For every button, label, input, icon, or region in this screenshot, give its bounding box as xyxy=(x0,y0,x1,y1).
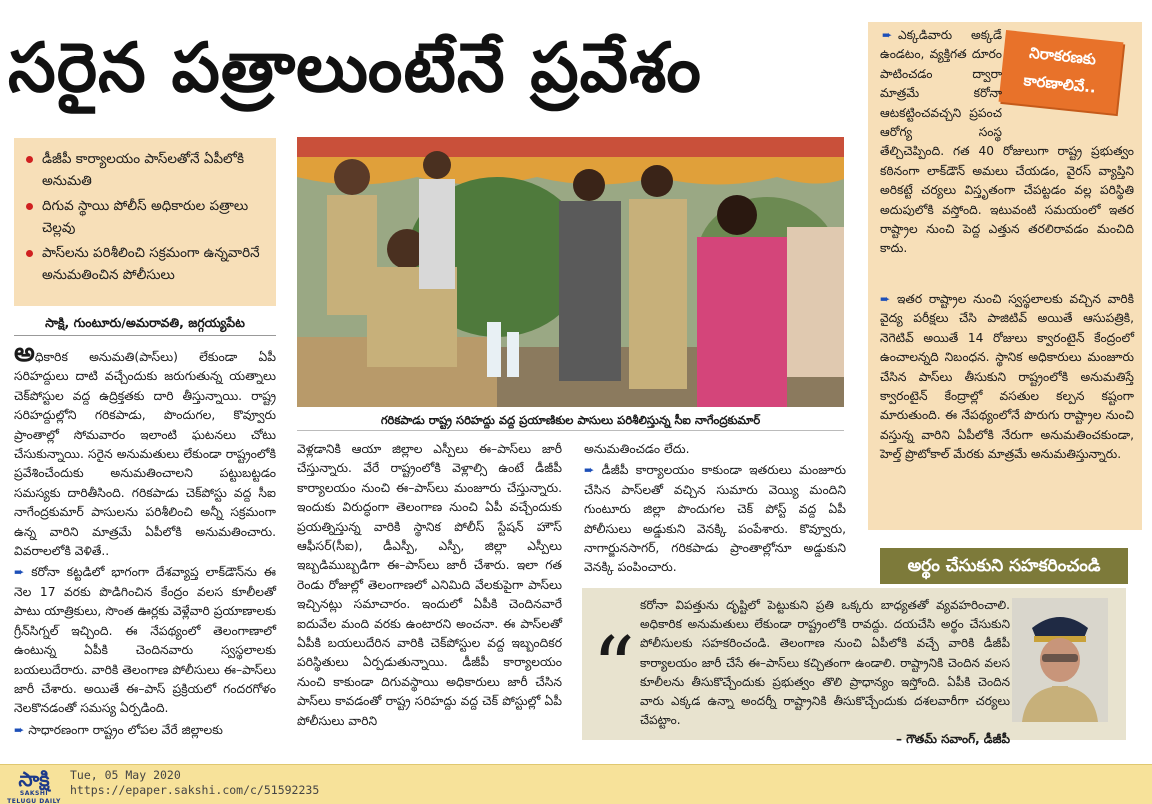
edition-date: Tue, 05 May 2020 xyxy=(70,768,181,782)
officer-portrait-illustration xyxy=(1012,598,1108,722)
quote-mark-icon: “ xyxy=(592,619,635,717)
paragraph: ఎక్కడివారు అక్కడే ఉండటం, వ్యక్తిగత దూరం పాటించడం ద్వారా మాత్రమే కరోనా ఆటకట్టించవచ్చని ప్రపంచ ఆరోగ్య సంస్థ తేల్చిచెప్పింది. గత 40 రోజులుగా రాష్ట్ర ప్రభుత్వం కఠినంగా లాక్‌డౌన్‌ అమలు చేయడం, వైరస్‌ వ్యాప్తిని అరికట్టే చర్యలు విస్తృతంగా చేపట్టడం వల్ల పరిస్థితి అదుపులోకి వస్తోంది. ఇటువంటి సమయంలో ఇతర రాష్ట్రాల నుంచి పెద్ద ఎత్తున తరలిరావడం మంచిది కాదు. xyxy=(880,28,1134,256)
article-column-2 xyxy=(297,440,562,733)
paragraph: ఇతర రాష్ట్రాల నుంచి స్వస్థలాలకు వచ్చిన వారికి వైద్య పరీక్షలు చేసి పాజిటివ్‌ అయితే ఆసుపత్రికి, నెగెటివ్‌ అయితే 14 రోజులు క్వారంటైన్‌ కేంద్రంలో ఉంచాలన్నది నిబంధన. స్థానిక అధికారులు మంజూరు చేసిన పాస్‌లు తీసుకుని రాష్ట్రంలోకి అనుమతిస్తే క్వారంటైన్‌ కేంద్రాల్లో వసతుల కల్పన కష్టంగా మారుతుంది. ఈ నేపథ్యంలోనే పొరుగు రాష్ట్రాల నుంచి వస్తున్న వారిని ఏపీలోకి నేరుగా అనుమతించకుండా, హెల్త్‌ ప్రొటోకాల్‌ మేరకు మాత్రమే అనుమతిస్తున్నారు. xyxy=(880,292,1135,462)
logo-text: సాక్షి xyxy=(18,767,50,791)
article-column-1 xyxy=(14,338,276,742)
epaper-link[interactable]: https://epaper.sakshi.com/c/51592235 xyxy=(70,783,320,797)
article-column-3 xyxy=(584,440,846,580)
arrow-bullet-icon: ➨ xyxy=(14,565,25,580)
footer-meta xyxy=(70,768,319,798)
photo-caption: గరికపాడు రాష్ట్ర సరిహద్దు వద్ద ప్రయాణికుల పాసులు పరిశీలిస్తున్న సీఐ నాగేంద్రకుమార్‌ xyxy=(297,409,844,431)
paragraph: కరోనా కట్టడిలో భాగంగా దేశవ్యాప్త లాక్‌డౌన్‌ను ఈ నెల 17 వరకు పొడిగించిన కేంద్రం వలస కూలీలతో పాటు యాత్రికులు, సొంత ఊర్లకు వెళ్లేవారి ప్రయాణాలకు గ్రీన్‌సిగ్నల్‌ ఇచ్చింది. ఈ నేపథ్యంలో తెలంగాణాలో ఉంటున్న ఏపీకి చెందినవారు స్వస్థలాలకు బయలుదేరారు. వారికి తెలంగాణ పోలీసులు ఈ–పాస్‌లు జారీ చేశారు. అయితే ఈ–పాస్‌ ప్రక్రియలో గందరగోళం నెలకొనడంతో సమస్య ఏర్పడింది. xyxy=(14,565,276,716)
quote-heading: అర్థం చేసుకుని సహకరించండి xyxy=(880,548,1128,584)
paragraph: వెళ్లడానికి ఆయా జిల్లాల ఎస్పీలు ఈ–పాస్‌లు జారీ చేస్తున్నారు. వేరే రాష్ట్రంలోకి వెళ్లాల్సి ఉంటే డీజీపీ కార్యాలయం నుంచి ఈ–పాస్‌లు మంజూరు చేస్తున్నారు. ఇందుకు విరుద్ధంగా తెలంగాణ నుంచి ఏపీ వచ్చేందుకు ప్రయత్నిస్తున్న వారికి స్థానిక పోలీస్‌ స్టేషన్‌ హౌస్‌ ఆఫీసర్‌(సీఐ), డీఎస్పీ, ఎస్పీ, జిల్లా ఎస్పీలు ఇబ్బడిముబ్బడిగా ఈ–పాస్‌లు జారీ చేశారు. ఇలా గత రెండు రోజుల్లో తెలంగాణలో ఎనిమిది వేలకుపైగా పాస్‌లు ఇచ్చినట్లు సమాచారం. ఇందులో ఏపీకి చెందినవారే ఐదువేల మంది వరకు ఉంటారని అంచనా. ఈ పాస్‌లతో ఏపీకి బయలుదేరిన వారికి చెక్‌పోస్టుల వద్ద ఇబ్బందికర పరిస్థితులు ఏర్పడుతున్నాయి. డీజీపీ కార్యాలయం నుంచి కాకుండా దిగువస్థాయి అధికారులు జారీ చేసిన పాస్‌లు కావడంతో రాష్ట్ర సరిహద్దు వద్ద చెక్‌ పోస్టుల్లో ఏపీ పోలీసులు వారిని xyxy=(297,442,562,728)
paragraph: ధికారిక అనుమతి(పాస్‌లు) లేకుండా ఏపీ సరిహద్దులు దాటి వచ్చేందుకు జరుగుతున్న యత్నాలు చెక్‌పోస్టుల వద్ద ఉద్రిక్తతకు దారి తీస్తున్నాయి. రాష్ట్ర సరిహద్దుల్లోని గరికపాడు, పొందుగల, కొవ్వూరు ప్రాంతాల్లో సోమవారం ఇలాంటి ఘటనలు చోటు చేసుకున్నాయి. సరైన అనుమతులు లేకుండా రాష్ట్రంలోకి ప్రవేశించేందుకు అనుమతించాలని పట్టుబట్టడం సమస్యకు దారితీసింది. గరికపాడు చెక్‌పోస్టు వద్ద సీఐ నాగేంద్రకుమార్‌ పాసులను పరిశీలించి అన్నీ సక్రమంగా ఉన్న వారిని మాత్రమే ఏపీలోకి అనుమతించారు. వివరాలలోకి వెళితే.. xyxy=(14,350,276,559)
reasons-tag-line: కారణాలివే.. xyxy=(1022,71,1097,97)
sidebar-paragraph-1-text xyxy=(880,26,1134,274)
quote-text xyxy=(640,596,1010,750)
arrow-bullet-icon: ➨ xyxy=(880,292,891,306)
arrow-bullet-icon: ➨ xyxy=(882,28,893,42)
headline: సరైన పత్రాలుంటేనే ప్రవేశం xyxy=(8,28,702,108)
paragraph: డీజీపీ కార్యాలయం కాకుండా ఇతరులు మంజూరు చేసిన పాస్‌లతో వచ్చిన సుమారు వెయ్యి మందిని గుంటూరు జిల్లా పొందుగల చెక్‌ పోస్ట్‌ వద్ద ఏపీ పోలీసులు అడ్డుకుని వెనక్కి పంపేశారు. కొవ్వూరు, నాగార్జునసాగర్‌, గరికపాడు ప్రాంతాల్లోనూ అడ్డుకుని వెనక్కి పంపించారు. xyxy=(584,463,846,575)
highlight-item: డీజీపీ కార్యాలయం పాస్‌లతోనే ఏపీలోకి అనుమతి xyxy=(26,148,266,192)
officer-photo xyxy=(1012,598,1108,722)
checkpost-scene-illustration xyxy=(297,137,844,407)
drop-cap: అ xyxy=(14,338,35,368)
highlight-item: పాస్‌లను పరిశీలించి సక్రమంగా ఉన్నవారినే అనుమతించిన పోలీసులు xyxy=(26,242,266,286)
highlights-box xyxy=(14,138,276,306)
byline: సాక్షి, గుంటూరు/అమరావతి, జగ్గయ్యపేట xyxy=(14,312,276,336)
arrow-bullet-icon: ➨ xyxy=(584,463,595,478)
logo-subtitle: SAKSHI TELUGU DAILY xyxy=(7,790,61,804)
paragraph: అనుమతించడం లేదు. xyxy=(584,442,690,456)
quote-body: కరోనా విపత్తును దృష్టిలో పెట్టుకుని ప్రతి ఒక్కరు బాధ్యతతో వ్యవహరించాలి. అధికారిక అనుమతులు లేకుండా రాష్ట్రంలోకి రావద్దు. దయచేసి అర్థం చేసుకుని పోలీసులకు సహకరించండి. తెలంగాణ నుంచి ఏపీలోకి వచ్చే వారికి డీజీపీ కార్యాలయం జారీ చేసే ఈ–పాస్‌లు కచ్చితంగా ఉండాలి. రాష్ట్రానికి చెందిన వలస కూలీలను తీసుకొచ్చేందుకు ప్రభుత్వం తొలి ప్రాధాన్యం ఇస్తోంది. ఏపీకి చెందిన వారు ఎక్కడ ఉన్నా అందర్నీ రాష్ట్రానికి తీసుకొచ్చేందుకు దశలవారీగా చర్యలు చేపట్టాం. xyxy=(640,598,1010,728)
sidebar-paragraph-2 xyxy=(880,290,1134,465)
news-photo xyxy=(297,137,844,407)
arrow-bullet-icon: ➨ xyxy=(14,722,25,737)
quote-attribution: – గౌతమ్‌ సవాంగ్‌, డీజీపీ xyxy=(895,732,1010,747)
reasons-tag-line: నిరాకరణకు xyxy=(1028,43,1097,69)
highlight-item: దిగువ స్థాయి పోలీస్‌ అధికారుల పత్రాలు చెల్లవు xyxy=(26,195,266,239)
sakshi-logo[interactable] xyxy=(6,767,62,804)
paragraph: సాధారణంగా రాష్ట్రం లోపల వేరే జిల్లాలకు xyxy=(28,722,223,737)
